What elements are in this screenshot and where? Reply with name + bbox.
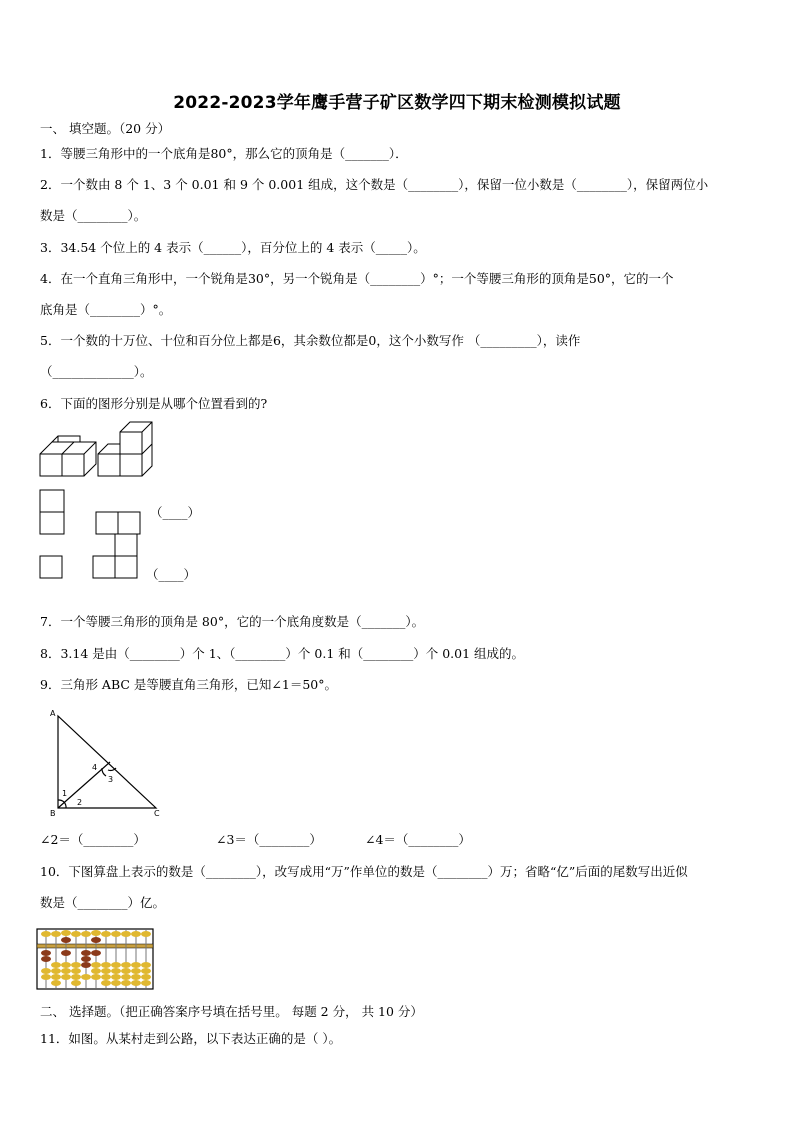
question-8: 8．3.14 是由（________）个 1、（________）个 0.1 和（________）个 0.01 组成的。	[40, 646, 525, 661]
triangle-figure	[44, 706, 174, 822]
section-heading-choice: 二、 选择题。（把正确答案序号填在括号里。 每题 2 分， 共 10 分）	[40, 1004, 423, 1019]
angle-2-label: 2	[77, 798, 83, 807]
section-heading-fill: 一、 填空题。（20 分）	[40, 121, 171, 136]
angle-3-answer: ∠3＝（________）	[216, 832, 322, 847]
question-3: 3．34.54 个位上的 4 表示（______），百分位上的 4 表示（_____）。	[40, 240, 426, 255]
question-2-line-2: 数是（________）。	[40, 208, 147, 223]
page-title: 2022-2023学年鹰手营子矿区数学四下期末检测模拟试题	[173, 93, 621, 113]
vertex-c-label: C	[154, 809, 160, 818]
question-2-line-1: 2．一个数由 8 个 1、3 个 0.01 和 9 个 0.001 组成，这个数是（________），保留一位小数是（________），保留两位小	[40, 177, 709, 192]
view-square	[40, 490, 64, 512]
view-square	[115, 556, 137, 578]
abacus-icon	[36, 928, 154, 990]
question-7: 7．一个等腰三角形的顶角是 80°，它的一个底角度数是（_______）。	[40, 614, 425, 629]
vertex-b-label: B	[50, 809, 56, 818]
view-square	[93, 556, 115, 578]
question-4-line-1: 4．在一个直角三角形中，一个锐角是30°，另一个锐角是（________）°；一个等腰三角形的顶角是50°，它的一个	[40, 271, 674, 286]
view-square	[40, 556, 62, 578]
views-figure	[38, 420, 201, 585]
question-9: 9．三角形 ABC 是等腰直角三角形，已知∠1＝50°。	[40, 677, 337, 692]
question-6-blank-2[interactable]: （____）	[146, 567, 197, 582]
question-11: 11．如图。从某村走到公路，以下表达正确的是（ ）。	[40, 1031, 342, 1046]
view-square	[96, 512, 118, 534]
question-5-line-1: 5．一个数的十万位、十位和百分位上都是6，其余数位都是0，这个小数写作 （_________），读作	[40, 333, 581, 348]
angle-4-label: 4	[92, 763, 98, 772]
cube-stack-right	[98, 422, 152, 476]
angle-1-label: 1	[62, 789, 68, 798]
view-square	[118, 512, 140, 534]
question-10-line-2: 数是（________）亿。	[40, 895, 166, 910]
vertex-a-label: A	[50, 709, 56, 718]
question-1: 1．等腰三角形中的一个底角是80°，那么它的顶角是（_______）．	[40, 146, 408, 161]
question-6-blank-1[interactable]: （____）	[150, 505, 201, 520]
question-6: 6．下面的图形分别是从哪个位置看到的?	[40, 396, 268, 411]
cube-stack-left	[40, 436, 96, 476]
question-4-line-2: 底角是（________）°。	[40, 302, 172, 317]
view-square	[40, 512, 64, 534]
view-square	[115, 534, 137, 556]
question-5-line-2: （_____________）。	[40, 364, 153, 379]
angle-4-answer: ∠4＝（________）	[365, 832, 471, 847]
question-10-line-1: 10．下图算盘上表示的数是（________），改写成用“万”作单位的数是（________）万；省略“亿”后面的尾数写出近似	[40, 864, 688, 879]
angle-3-label: 3	[108, 775, 114, 784]
angle-2-answer: ∠2＝（________）	[40, 832, 146, 847]
